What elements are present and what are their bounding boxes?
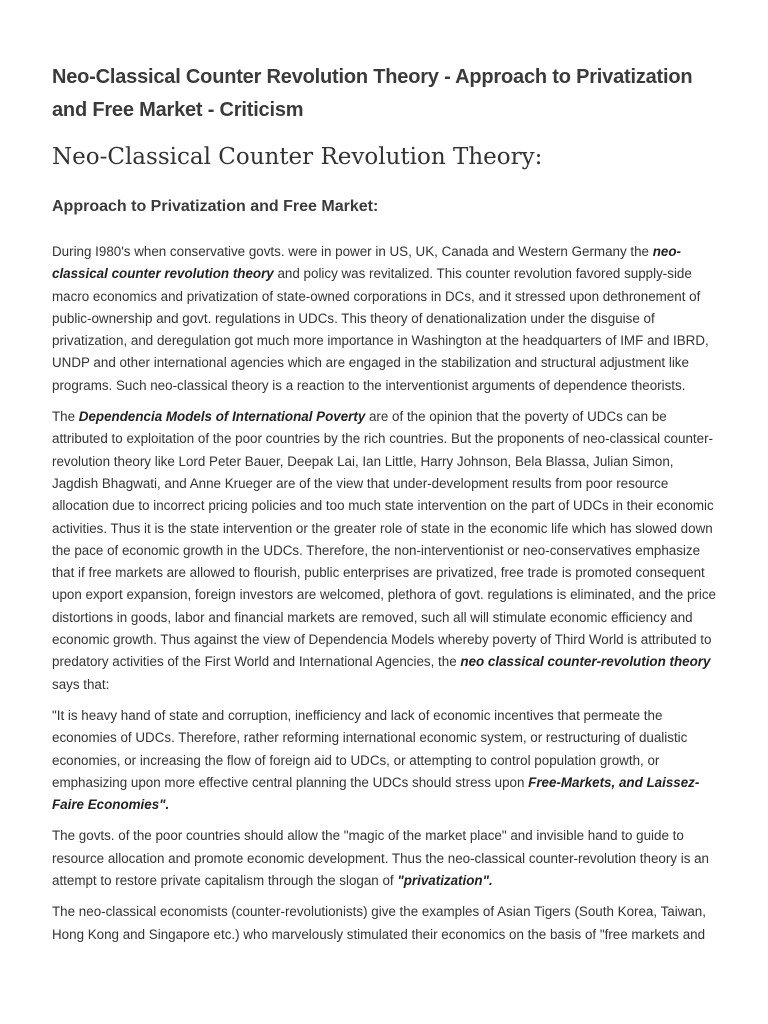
section-title: Neo-Classical Counter Revolution Theory:	[52, 144, 543, 170]
paragraph-5-text-a: The neo-classical economists (counter-revolutionists) give the examples of Asian Tigers (South Korea, Taiwan, Hong Kong and Singapore etc.) who marvelously stimulated their economics on the basis of "free markets and	[52, 904, 706, 942]
paragraph-3-text-a: "It is heavy hand of state and corruption, inefficiency and lack of economic incentives that permeate the economies of UDCs. Therefore, rather reforming international economic system, or restructuring of dualistic economies, or increasing the flow of foreign aid to UDCs, or attempting to control population growth, or emphasizing upon more effective central planning the UDCs should stress upon	[52, 707, 688, 790]
paragraph-2-emphasis-2: neo classical counter-revolution theory	[460, 654, 711, 670]
paragraph-2-text-e: says that:	[52, 676, 110, 692]
document-page	[52, 0, 720, 946]
paragraph-1-emphasis: neo-classical counter revolution theory	[52, 244, 681, 282]
paragraph-3-emphasis: Free-Markets, and Laissez-Faire Economies".	[52, 774, 700, 813]
paragraph-4-emphasis: "privatization".	[397, 873, 493, 889]
paragraph-1	[52, 241, 720, 397]
paragraph-2-emphasis-1: Dependencia Models of International Poverty	[78, 409, 366, 425]
paragraph-2	[52, 406, 720, 696]
paragraph-4-text-a: The govts. of the poor countries should allow the "magic of the market place" and invisible hand to guide to resource allocation and promote economic development. Thus the neo-classical counter-revolution theory is an attempt to restore private capitalism through the slogan of	[52, 828, 709, 889]
paragraph-5	[52, 901, 720, 946]
document-title: Neo-Classical Counter Revolution Theory - Approach to Privatization and Free Market - Criticism	[52, 66, 693, 121]
paragraph-2-text-c: are of the opinion that the poverty of UDCs can be attributed to exploitation of the poor countries by the rich countries. But the proponents of neo-classical counter-revolution theory like Lord Peter Bauer, Deepak Lai, Ian Little, Harry Johnson, Bela Blassa, Julian Simon, Jagdish Bhagwati, and Anne Krueger are of the view that under-development results from poor resource allocation due to incorrect pricing policies and too much state intervention on the part of UDCs in their economic activities. Thus it is the state intervention or the greater role of state in the economic life which has slowed down the pace of economic growth in the UDCs. Therefore, the non-interventionist or neo-conservatives emphasize that if free markets are allowed to flourish, public enterprises are privatized, free trade is promoted consequent upon export expansion, foreign investors are welcomed, plethora of govt. regulations is eliminated, and the price distortions in goods, labor and financial markets are removed, such all will stimulate economic efficiency and economic growth. Thus against the view of Dependencia Models whereby poverty of Third World is attributed to predatory activities of the First World and International Agencies, the	[52, 409, 716, 670]
paragraph-1-text-a: During I980's when conservative govts. were in power in US, UK, Canada and Western Germany the	[52, 244, 653, 259]
paragraph-4	[52, 825, 720, 892]
paragraph-1-text-c: and policy was revitalized. This counter revolution favored supply-side macro economics and privatization of state-owned corporations in DCs, and it stressed upon dethronement of public-ownership and govt. regulations in UDCs. This theory of denationalization under the disguise of privatization, and deregulation got much more importance in Washington at the headquarters of IMF and IBRD, UNDP and other international agencies which are engaged in the stabilization and structural adjustment like programs. Such neo-classical theory is a reaction to the interventionist arguments of dependence theorists.	[52, 266, 709, 393]
subsection-title: Approach to Privatization and Free Market:	[52, 198, 379, 215]
paragraph-2-text-a: The	[52, 409, 79, 425]
paragraph-3	[52, 705, 720, 816]
